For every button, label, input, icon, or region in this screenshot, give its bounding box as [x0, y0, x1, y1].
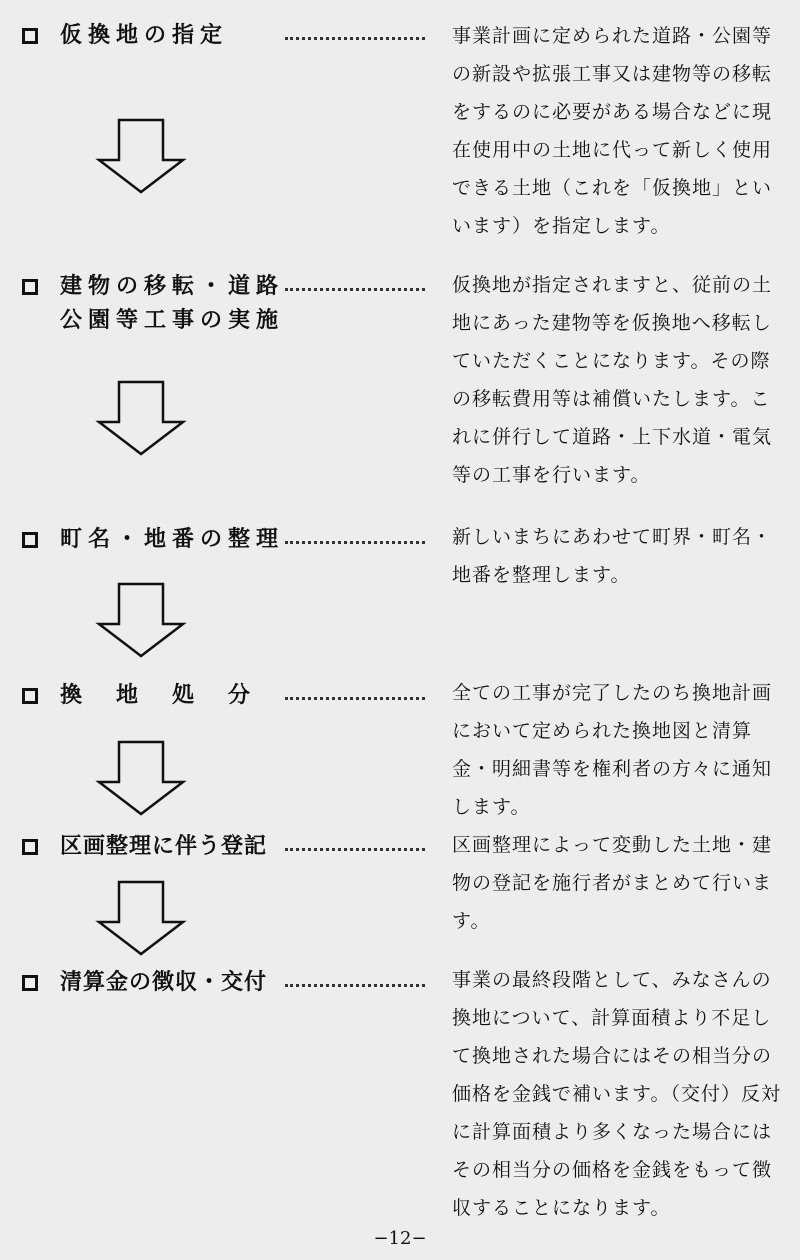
- step-6-description: 事業の最終段階として、みなさんの換地について、計算面積より不足して換地された場合にはその相当分の価格を金銭で補います。（交付）反対に計算面積より多くなった場合にはその相当分の価格を金銭をもって徴収することになります。: [452, 969, 781, 1219]
- step-2-title-line-1: 建物の移転・道路: [60, 274, 285, 299]
- step-1-leader: [285, 37, 425, 40]
- page-number: −12−: [373, 1228, 427, 1249]
- checkbox-icon: [22, 839, 38, 855]
- step-3-title-text: 町名・地番の整理: [60, 527, 285, 552]
- step-5-title: [22, 830, 267, 864]
- step-1-description: 事業計画に定められた道路・公園等の新設や拡張工事又は建物等の移転をするのに必要がある場合などに現在使用中の土地に代って新しく使用できる土地（これを「仮換地」といいます）を指定します。: [452, 25, 773, 237]
- step-2-description: 仮換地が指定されますと、従前の土地にあった建物等を仮換地へ移転していただくことになります。その際の移転費用等は補償いたします。これに併行して道路・上下水道・電気等の工事を行います。: [452, 274, 773, 486]
- step-3-description: 新しいまちにあわせて町界・町名・地番を整理します。: [452, 526, 773, 586]
- step-4-leader: [285, 697, 425, 700]
- down-arrow-icon: [95, 380, 187, 456]
- step-5-description: 区画整理によって変動した土地・建物の登記を施行者がまとめて行います。: [452, 834, 773, 932]
- step-4-title-text: 換地処分: [60, 683, 285, 708]
- step-2-leader: [285, 288, 425, 291]
- step-2-title-line-2: 公園等工事の実施: [60, 308, 285, 333]
- step-5-title-text: 区画整理に伴う登記: [60, 834, 268, 859]
- step-3-title: [22, 523, 284, 557]
- step-6-title: [22, 966, 267, 1000]
- step-1-title-text: 仮換地の指定: [60, 23, 229, 48]
- checkbox-icon: [22, 532, 38, 548]
- step-2-title: [22, 270, 284, 338]
- step-5-leader: [285, 848, 425, 851]
- step-6-leader: [285, 984, 425, 987]
- step-6-title-text: 清算金の徴収・交付: [60, 970, 268, 995]
- step-1-title: [22, 19, 228, 53]
- down-arrow-icon: [95, 118, 187, 194]
- down-arrow-icon: [95, 740, 187, 816]
- down-arrow-icon: [95, 880, 187, 956]
- checkbox-icon: [22, 279, 38, 295]
- down-arrow-icon: [95, 582, 187, 658]
- checkbox-icon: [22, 688, 38, 704]
- checkbox-icon: [22, 28, 38, 44]
- step-4-description: 全ての工事が完了したのち換地計画において定められた換地図と清算金・明細書等を権利者の方々に通知します。: [452, 682, 773, 818]
- checkbox-icon: [22, 975, 38, 991]
- step-4-title: [22, 679, 284, 713]
- step-3-leader: [285, 541, 425, 544]
